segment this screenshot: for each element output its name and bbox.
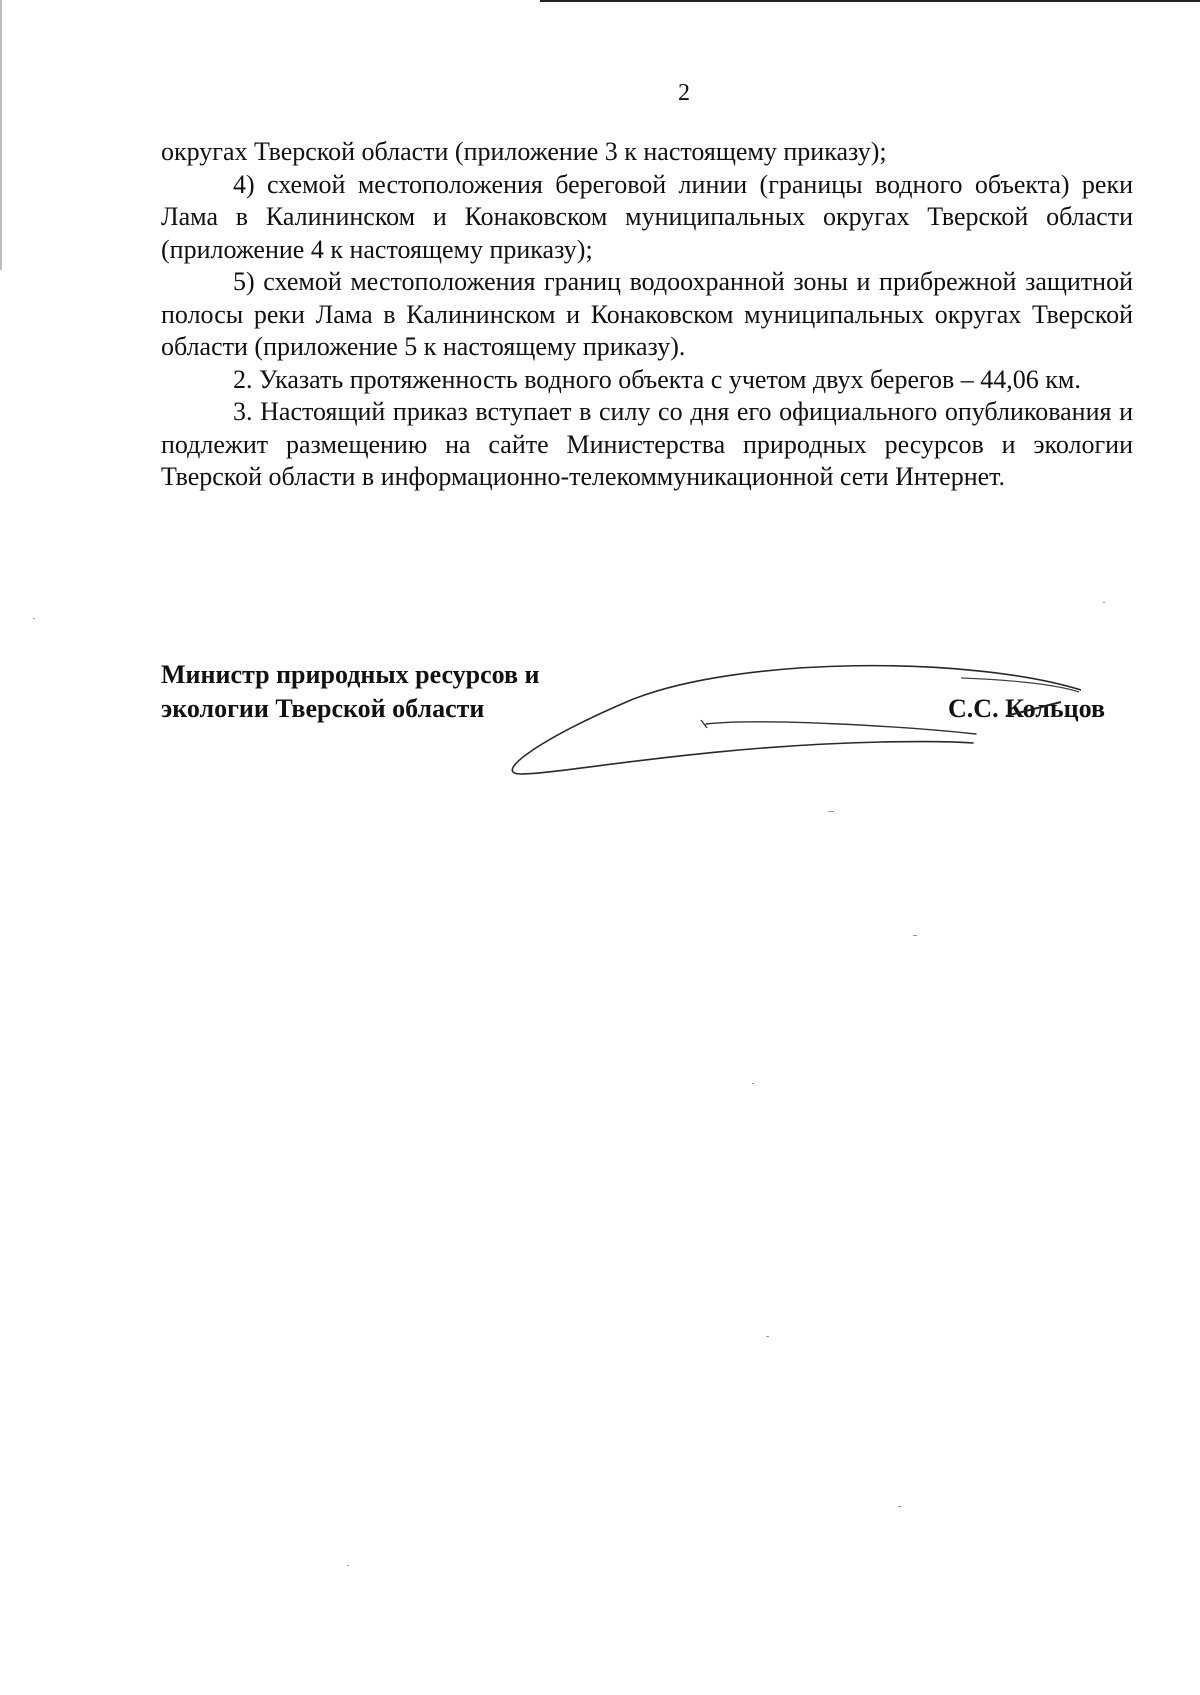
scan-edge-left: [0, 0, 2, 270]
scan-speck: [1103, 602, 1105, 603]
page-number: 2: [678, 80, 690, 106]
signer-title-line-1: Министр природных ресурсов и: [161, 660, 540, 689]
scan-edge-top: [540, 0, 1200, 2]
scan-speck: [913, 935, 917, 936]
scan-speck: [347, 1565, 349, 1566]
paragraph-clause-3: 3. Настоящий приказ вступает в силу со дня его официального опубликования и подлежит размещению на сайте Министерства природных ресурсов и экологии Тверской области в информационно-телекоммуникационной сети Интернет.: [161, 397, 1133, 491]
paragraph-item-5: 5) схемой местоположения границ водоохранной зоны и прибрежной защитной полосы реки Лама в Калининском и Конаковском муниципальных округах Тверской области (приложение 5 к настоящему приказу).: [161, 267, 1133, 361]
scan-speck: [898, 1506, 901, 1507]
scan-speck: [766, 1336, 769, 1337]
paragraph-continuation: округах Тверской области (приложение 3 к настоящему приказу);: [161, 137, 887, 166]
signer-name: С.С. Кольцов: [948, 694, 1105, 723]
paragraph-clause-2: 2. Указать протяженность водного объекта с учетом двух берегов – 44,06 км.: [233, 364, 1081, 394]
signer-title-line-2: экологии Тверской области: [161, 694, 485, 723]
handwritten-signature-icon: [501, 658, 1081, 788]
signature-block: [161, 658, 1105, 788]
scan-speck: [828, 811, 834, 812]
signer-title: [161, 658, 540, 726]
scan-speck: [33, 618, 35, 619]
document-body: [161, 136, 1133, 494]
scan-speck: [752, 1083, 754, 1084]
paragraph-item-4: 4) схемой местоположения береговой линии (границы водного объекта) реки Лама в Калининском и Конаковском муниципальных округах Тверской области (приложение 4 к настоящему приказу);: [161, 169, 1133, 264]
